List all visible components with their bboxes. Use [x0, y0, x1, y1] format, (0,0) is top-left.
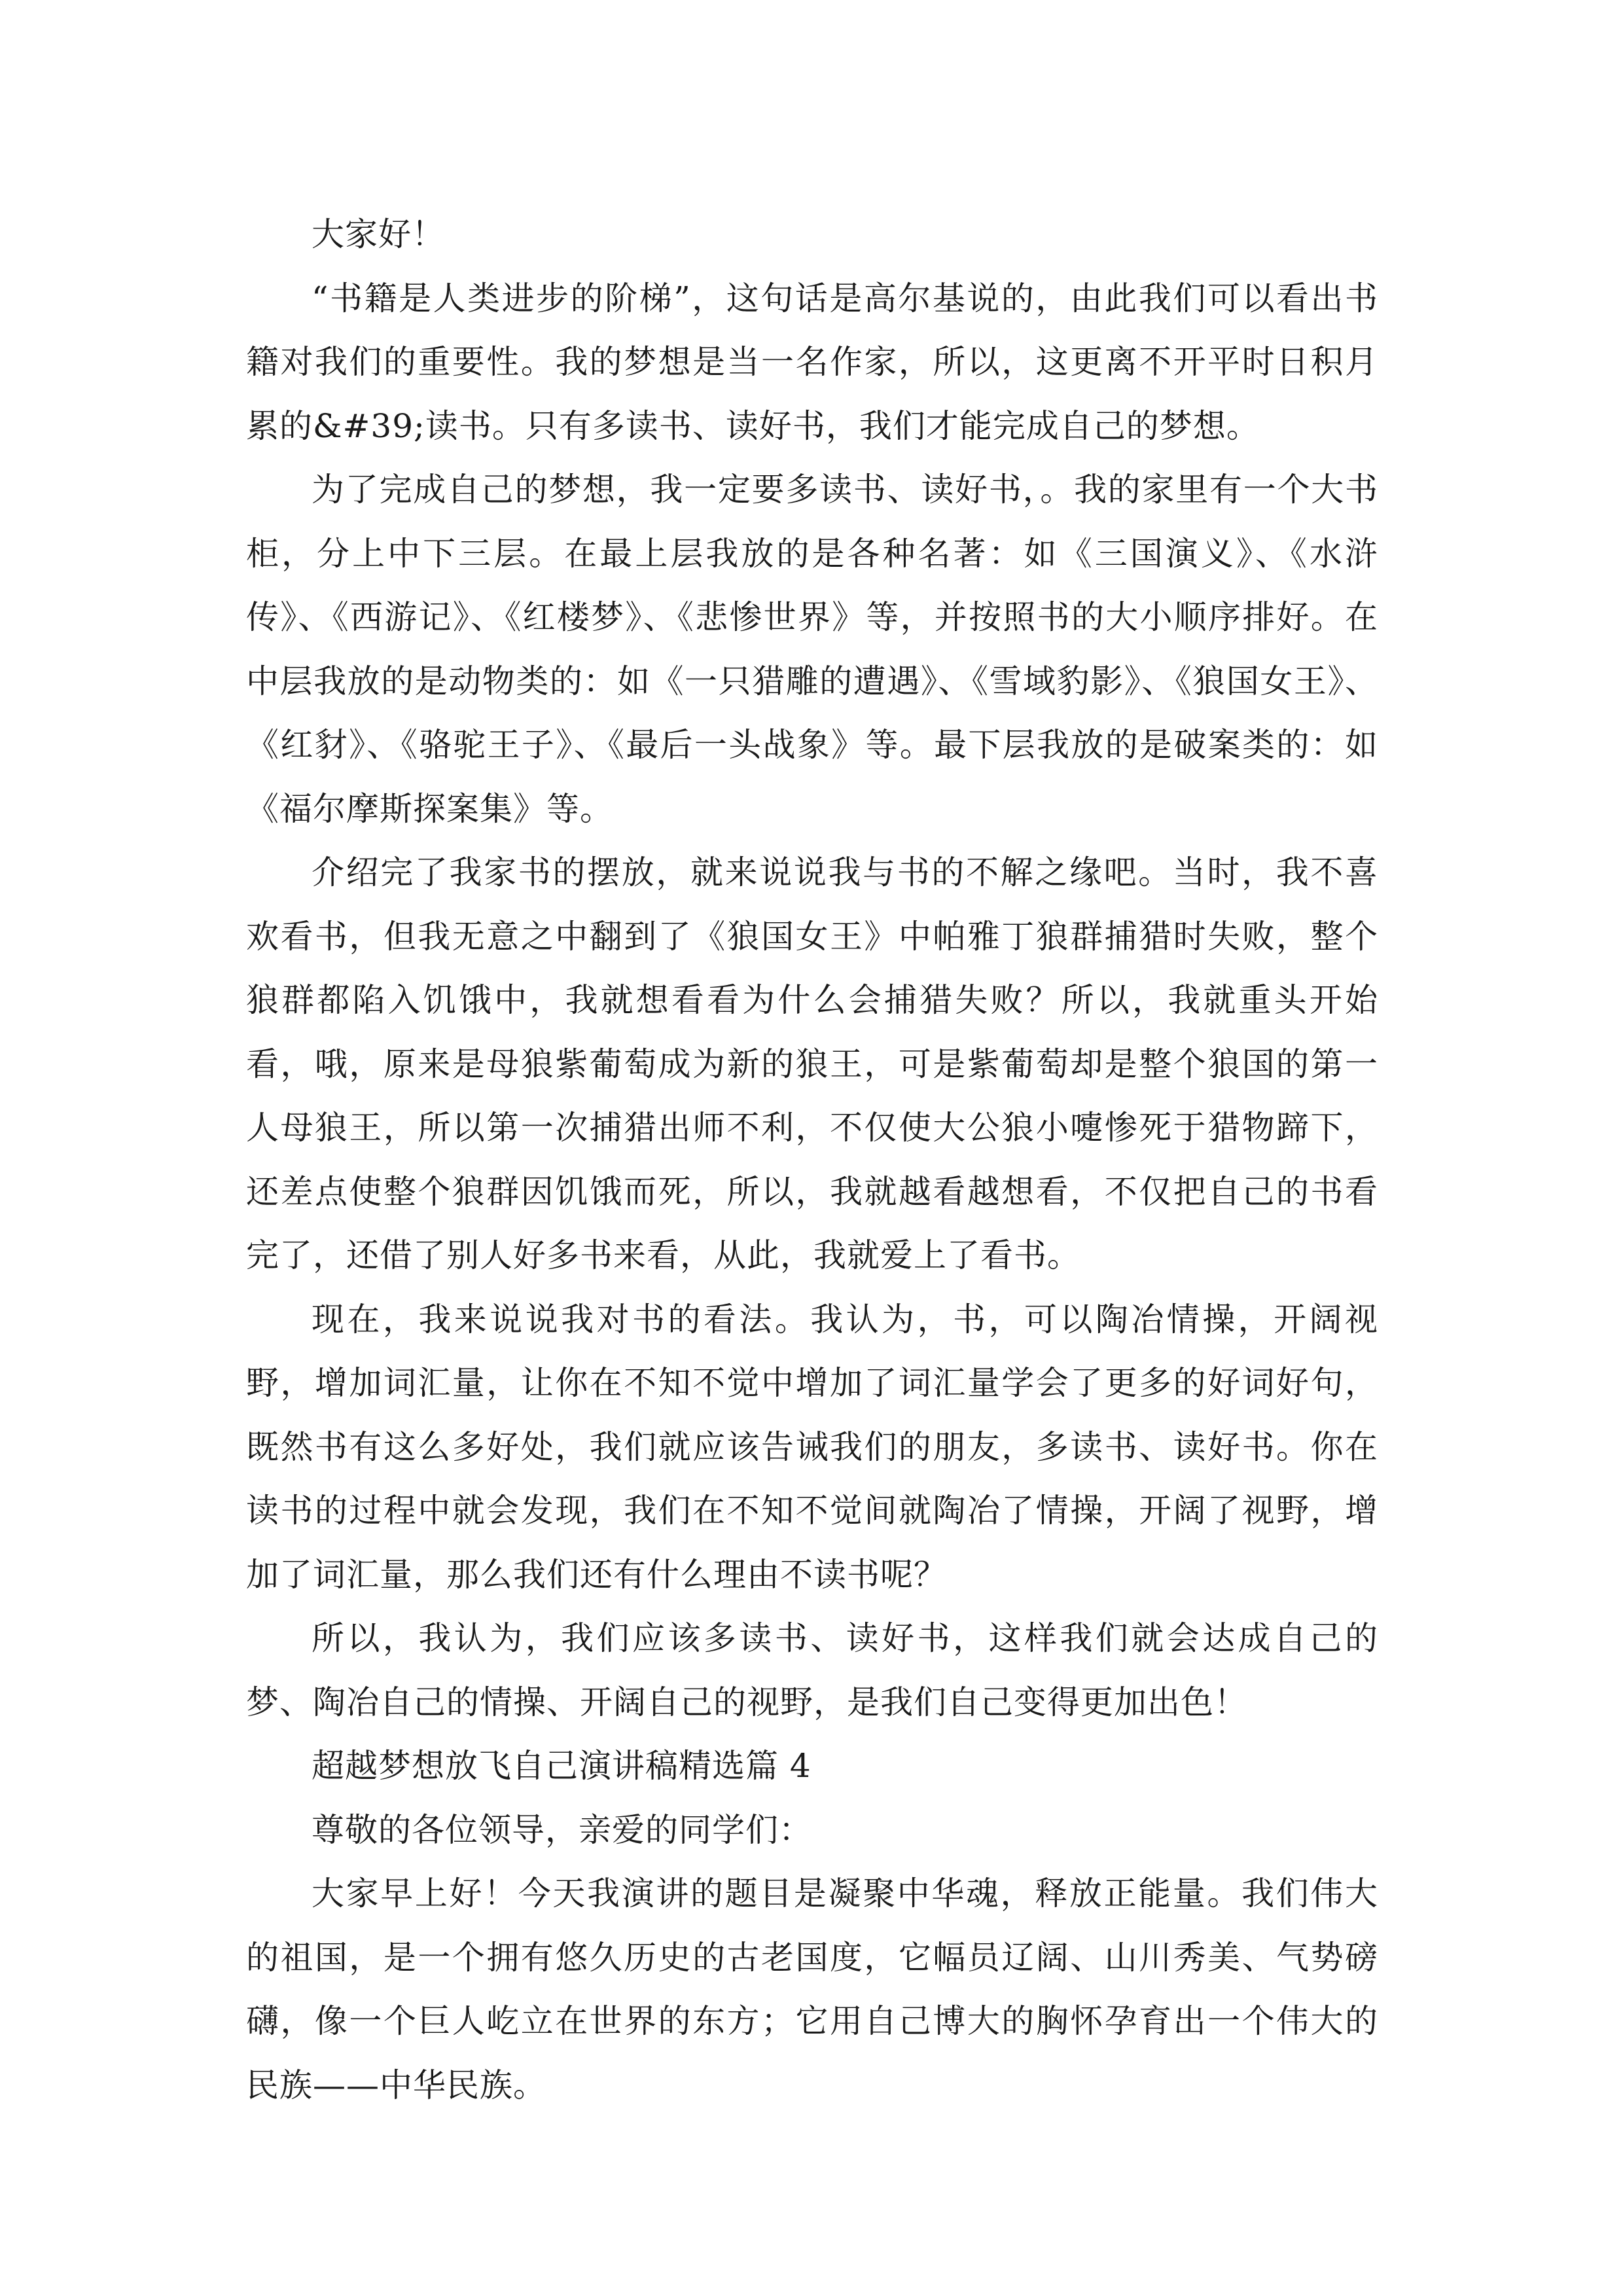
- body-paragraph: 为了完成自己的梦想，我一定要多读书、读好书，。我的家里有一个大书柜，分上中下三层。在最上层我放的是各种名著：如《三国演义》、《水浒传》、《西游记》、《红楼梦》、《悲惨世界》等，并按照书的大小顺序排好。在中层我放的是动物类的：如《一只猎雕的遭遇》、《雪域豹影》、《狼国女王》、《红豺》、《骆驼王子》、《最后一头战象》等。最下层我放的是破案类的：如《福尔摩斯探案集》等。: [246, 471, 1378, 828]
- body-paragraph: 现在，我来说说我对书的看法。我认为，书，可以陶冶情操，开阔视野，增加词汇量，让你在不知不觉中增加了词汇量学会了更多的好词好句，既然书有这么多好处，我们就应该告诫我们的朋友，多读书、读好书。你在读书的过程中就会发现，我们在不知不觉间就陶冶了情操，开阔了视野，增加了词汇量，那么我们还有什么理由不读书呢？: [246, 1300, 1378, 1594]
- body-paragraph: 所以，我认为，我们应该多读书、读好书，这样我们就会达成自己的梦、陶冶自己的情操、开阔自己的视野，是我们自己变得更加出色！: [246, 1619, 1378, 1721]
- body-paragraph: “书籍是人类进步的阶梯”，这句话是高尔基说的，由此我们可以看出书籍对我们的重要性。我的梦想是当一名作家，所以，这更离不开平时日积月累的&#39;读书。只有多读书、读好书，我们才能完成自己的梦想。: [246, 279, 1378, 445]
- salutation-paragraph: 尊敬的各位领导，亲爱的同学们：: [312, 1810, 812, 1849]
- document-body: [246, 203, 1378, 2117]
- body-paragraph: 大家早上好！今天我演讲的题目是凝聚中华魂，释放正能量。我们伟大的祖国，是一个拥有悠久历史的古老国度，它幅员辽阔、山川秀美、气势磅礴，像一个巨人屹立在世界的东方；它用自己博大的胸怀孕育出一个伟大的民族——中华民族。: [246, 1874, 1378, 2104]
- body-paragraph: 介绍完了我家书的摆放，就来说说我与书的不解之缘吧。当时，我不喜欢看书，但我无意之中翻到了《狼国女王》中帕雅丁狼群捕猎时失败，整个狼群都陷入饥饿中，我就想看看为什么会捕猎失败？所以，我就重头开始看，哦，原来是母狼紫葡萄成为新的狼王，可是紫葡萄却是整个狼国的第一人母狼王，所以第一次捕猎出师不利，不仅使大公狼小嚏惨死于猎物蹄下，还差点使整个狼群因饥饿而死，所以，我就越看越想看，不仅把自己的书看完了，还借了别人好多书来看，从此，我就爱上了看书。: [246, 853, 1378, 1274]
- greeting-paragraph: 大家好！: [312, 215, 445, 253]
- section-heading: 超越梦想放飞自己演讲稿精选篇 4: [312, 1747, 812, 1785]
